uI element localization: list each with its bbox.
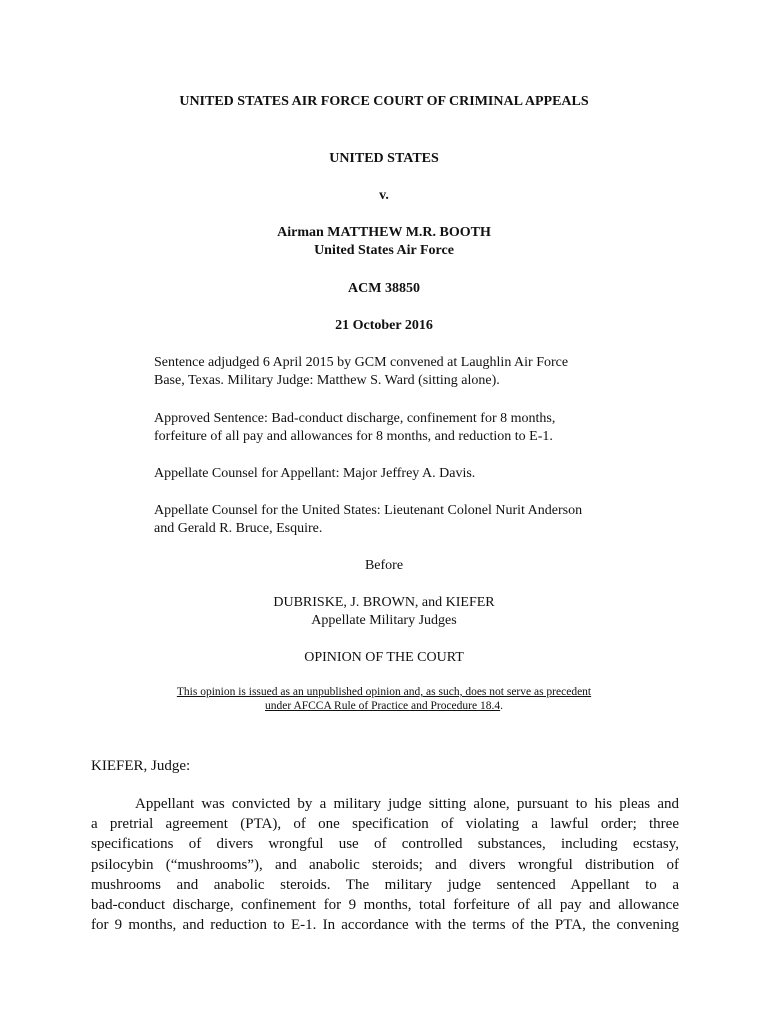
us-counsel-line: Appellate Counsel for the United States: Lieutenant Colonel Nurit Anderson: [154, 503, 583, 518]
approved-line: forfeiture of all pay and allowances for 8 months, and reduction to E-1.: [154, 429, 553, 444]
notice-line: under AFCCA Rule of Practice and Procedure 18.4.: [265, 700, 503, 712]
docket-number: ACM 38850: [348, 281, 420, 296]
sentence-line: Base, Texas. Military Judge: Matthew S. Ward (sitting alone).: [154, 373, 500, 388]
paragraph-line: specifications of divers wrongful use of controlled substances, including ecstasy,: [91, 836, 679, 853]
versus: v.: [379, 188, 389, 203]
court-name: UNITED STATES AIR FORCE COURT OF CRIMINAL APPEALS: [179, 94, 589, 109]
paragraph-line: bad-conduct discharge, confinement for 9 months, total forfeiture of all pay and allowance: [91, 897, 679, 914]
approved-line: Approved Sentence: Bad-conduct discharge, confinement for 8 months,: [154, 411, 556, 426]
panel-judges: DUBRISKE, J. BROWN, and KIEFER: [273, 595, 495, 610]
paragraph-line: mushrooms and anabolic steroids. The military judge sentenced Appellant to a: [91, 876, 679, 893]
opinion-author: KIEFER, Judge:: [91, 758, 191, 774]
approved-sentence: [154, 410, 624, 446]
party-two-service: United States Air Force: [314, 243, 454, 258]
paragraph-line: Appellant was convicted by a military judge sitting alone, pursuant to his pleas and: [135, 796, 679, 812]
appellant-counsel-line: Appellate Counsel for Appellant: Major Jeffrey A. Davis.: [154, 466, 476, 481]
paragraph-line: for 9 months, and reduction to E-1. In accordance with the terms of the PTA, the convening: [91, 917, 679, 934]
us-counsel-line: and Gerald R. Bruce, Esquire.: [154, 521, 323, 536]
notice-line: This opinion is issued as an unpublished opinion and, as such, does not serve as precedent: [176, 686, 592, 698]
party-one: UNITED STATES: [329, 151, 439, 166]
unpublished-notice: [0, 685, 768, 713]
before-label: Before: [364, 558, 404, 573]
us-counsel: [154, 502, 624, 538]
opinion-title: OPINION OF THE COURT: [304, 650, 464, 665]
sentence-info: [154, 354, 624, 390]
panel-judges-title: Appellate Military Judges: [311, 613, 457, 628]
paragraph-line: psilocybin (“mushrooms”), and anabolic steroids; and divers wrongful distribution of: [91, 856, 679, 873]
sentence-line: Sentence adjudged 6 April 2015 by GCM convened at Laughlin Air Force: [154, 355, 569, 370]
appellant-counsel: [154, 465, 624, 483]
paragraph-line: a pretrial agreement (PTA), of one specification of violating a lawful order; three: [91, 816, 679, 833]
party-two-name: Airman MATTHEW M.R. BOOTH: [277, 225, 491, 240]
decision-date: 21 October 2016: [335, 318, 433, 333]
opinion-paragraph: [91, 794, 679, 935]
